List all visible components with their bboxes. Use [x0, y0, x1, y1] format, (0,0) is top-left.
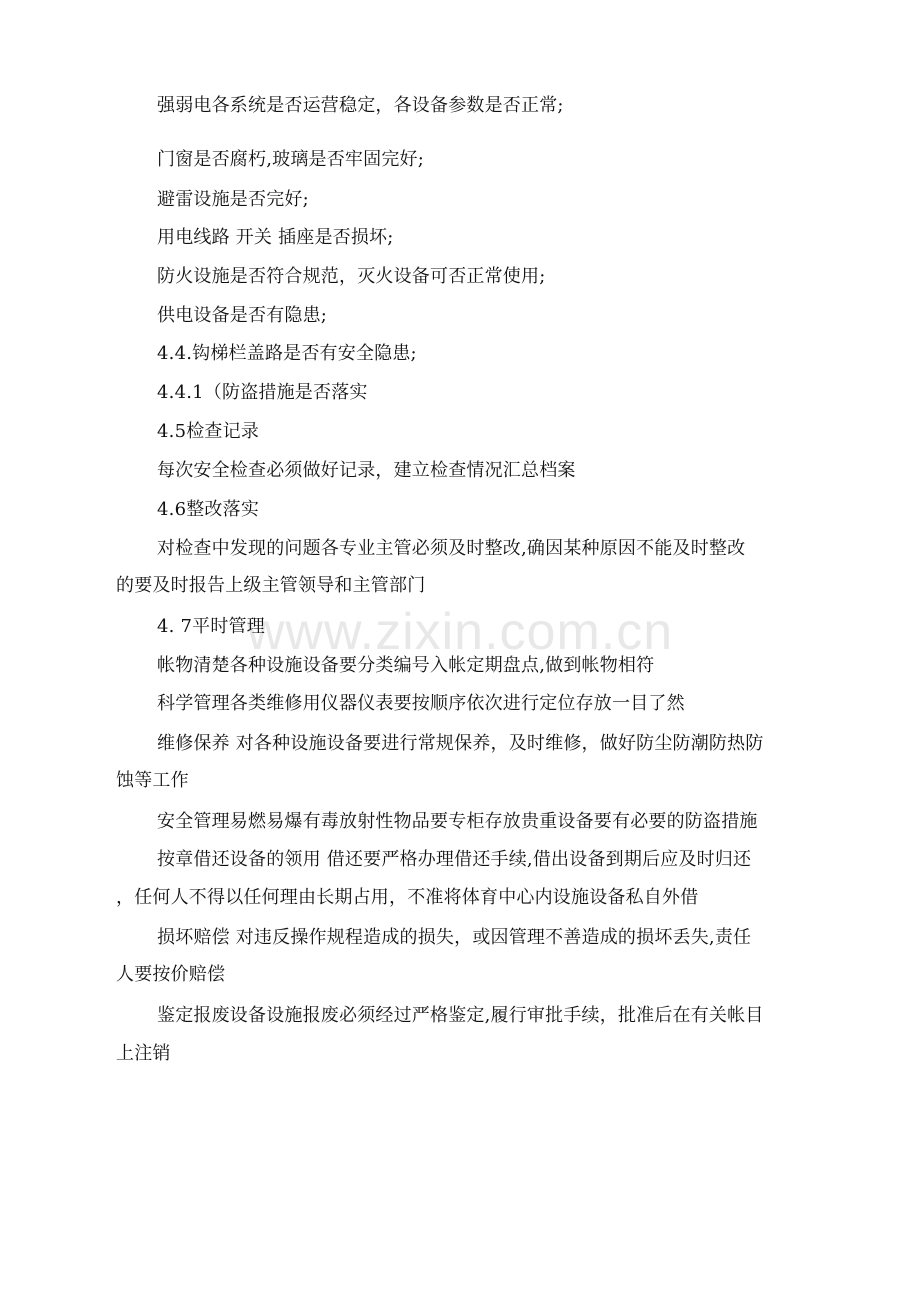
section-heading: 4.5检查记录: [157, 421, 260, 442]
text-line: 避雷设施是否完好;: [157, 189, 309, 210]
text-line: 鉴定报废设备设施报废必须经过严格鉴定,履行审批手续，批准后在有关帐目: [157, 1005, 764, 1026]
text-line: 门窗是否腐朽,玻璃是否牢固完好;: [157, 149, 424, 170]
text-line: 每次安全检查必须做好记录，建立检查情况汇总档案: [157, 460, 576, 481]
text-line: 4.4.1（防盗措施是否落实: [157, 382, 368, 403]
section-heading: 4.6整改落实: [157, 499, 260, 520]
text-line: 损坏赔偿 对违反操作规程造成的损失，或因管理不善造成的损坏丢失,责任: [157, 927, 752, 948]
text-line: 上注销: [116, 1043, 171, 1064]
watermark: www.zixin.com.cn: [246, 603, 674, 661]
text-line: 对检查中发现的问题各专业主管必须及时整改,确因某种原因不能及时整改: [157, 538, 746, 559]
text-line: 安全管理易燃易爆有毒放射性物品要专柜存放贵重设备要有必要的防盗措施: [157, 811, 758, 832]
text-line: 蚀等工作: [116, 770, 189, 791]
text-line: 供电设备是否有隐患;: [157, 305, 328, 326]
text-line: ，任何人不得以任何理由长期占用，不准将体育中心内设施设备私自外借: [116, 887, 699, 908]
text-line: 用电线路 开关 插座是否损坏;: [157, 227, 394, 248]
text-line: 帐物清楚各种设施设备要分类编号入帐定期盘点,做到帐物相符: [157, 655, 655, 676]
section-heading: 4. 7平时管理: [157, 616, 265, 637]
text-line: 人要按价赔偿: [116, 964, 226, 985]
text-line: 4.4.钩梯栏盖路是否有安全隐患;: [157, 343, 417, 364]
text-line: 按章借还设备的领用 借还要严格办理借还手续,借出设备到期后应及时归还: [157, 849, 752, 870]
text-line: 强弱电各系统是否运营稳定，各设备参数是否正常;: [157, 95, 564, 116]
text-line: 科学管理各类维修用仪器仪表要按顺序依次进行定位存放一目了然: [157, 693, 685, 714]
text-line: 维修保养 对各种设施设备要进行常规保养，及时维修，做好防尘防潮防热防: [157, 733, 764, 754]
text-line: 防火设施是否符合规范，灭火设备可否正常使用;: [157, 266, 546, 287]
text-line: 的要及时报告上级主管领导和主管部门: [116, 575, 426, 596]
